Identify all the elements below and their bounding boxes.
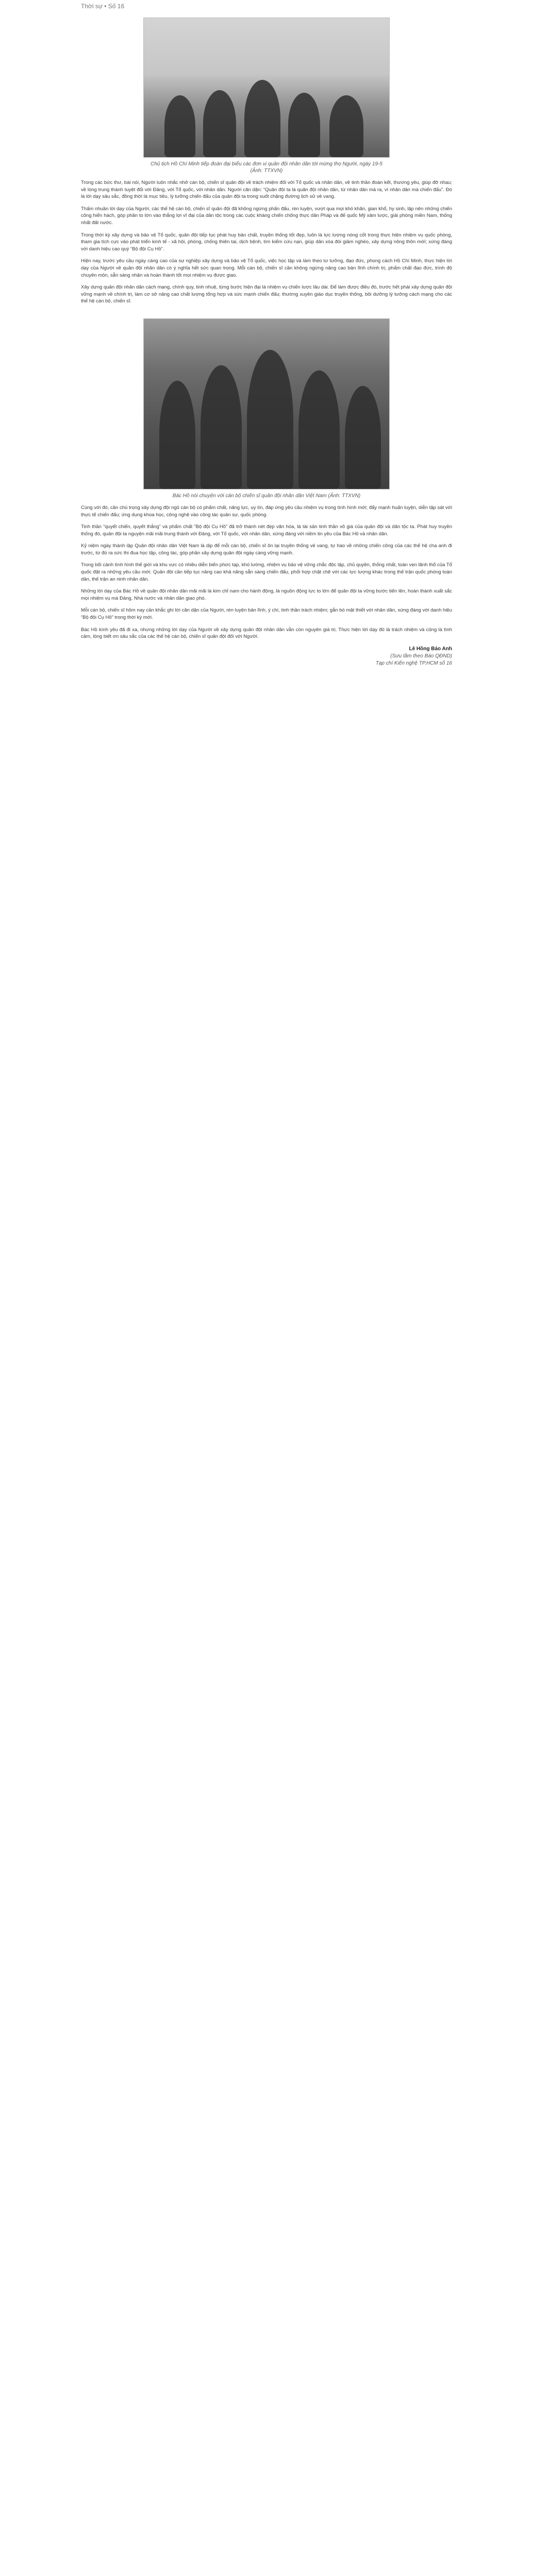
paragraph: Tinh thần “quyết chiến, quyết thắng” và phẩm chất “Bộ đội Cụ Hồ” đã trở thành nét đẹp văn hóa, là tài sản tinh thần vô giá của quân đội và dân tộc ta. Phát huy truyền thống đó, quân đội ta nguyện mãi mãi trung thành với Đảng, với Tổ quốc, với nhân dân, xứng đáng với niềm tin yêu của Bác Hồ và nhân dân. xyxy=(81,524,452,537)
paragraph: Cùng với đó, cần chú trọng xây dựng đội ngũ cán bộ có phẩm chất, năng lực, uy tín, đáp ứng yêu cầu nhiệm vụ trong tình hình mới; đẩy mạnh huấn luyện, diễn tập sát với thực tế chiến đấu; ứng dụng khoa học, công nghệ vào công tác quân sự, quốc phòng. xyxy=(81,504,452,518)
paragraph: Bác Hồ kính yêu đã đi xa, nhưng những lời dạy của Người về xây dựng quân đội nhân dân vẫn còn nguyên giá trị. Thực hiện lời dạy đó là trách nhiệm và cũng là tình cảm, lòng biết ơn sâu sắc của các thế hệ cán bộ, chiến sĩ quân đội đối với Người. xyxy=(81,626,452,640)
photo-caption-2: Bác Hồ nói chuyện với cán bộ chiến sĩ quân đội nhân dân Việt Nam (Ảnh: TTXVN) xyxy=(172,493,361,499)
publication-note: Tạp chí Kiến nghệ TP.HCM số 16 xyxy=(375,660,452,666)
breadcrumb[interactable]: Thời sự • Số 16 xyxy=(81,3,125,10)
historical-photo-1 xyxy=(143,18,390,158)
source-note: (Sưu tầm theo Báo QĐND) xyxy=(390,653,452,659)
historical-photo-2 xyxy=(143,318,390,489)
paragraph: Trong thời kỳ xây dựng và bảo vệ Tổ quốc, quân đội tiếp tục phát huy bản chất, truyền thống tốt đẹp, luôn là lực lượng nòng cốt trong thực hiện nhiệm vụ quốc phòng, tham gia tích cực vào phát triển kinh tế - xã hội, phòng, chống thiên tai, dịch bệnh, tìm kiếm cứu nạn, giúp dân xóa đói giảm nghèo, xây dựng nông thôn mới; xứng đáng với danh hiệu cao quý “Bộ đội Cụ Hồ”. xyxy=(81,232,452,252)
paragraph: Những lời dạy của Bác Hồ về quân đội nhân dân mãi mãi là kim chỉ nam cho hành động, là nguồn động lực to lớn để quân đội ta vững bước tiến lên, hoàn thành xuất sắc mọi nhiệm vụ mà Đảng, Nhà nước và nhân dân giao phó. xyxy=(81,588,452,601)
article-signature xyxy=(81,646,452,667)
paragraph: Mỗi cán bộ, chiến sĩ hôm nay cần khắc ghi lời căn dặn của Người, rèn luyện bản lĩnh, ý chí, tinh thần trách nhiệm; gắn bó mật thiết với nhân dân, xứng đáng với danh hiệu “Bộ đội Cụ Hồ” trong thời kỳ mới. xyxy=(81,607,452,621)
article-content xyxy=(81,0,452,667)
paragraph: Kỷ niệm ngày thành lập Quân đội nhân dân Việt Nam là dịp để mỗi cán bộ, chiến sĩ ôn lại truyền thống vẻ vang, tự hào về những chiến công của các thế hệ cha anh đi trước, từ đó ra sức thi đua học tập, công tác, góp phần xây dựng quân đội ngày càng vững mạnh. xyxy=(81,543,452,556)
photo-caption-1: Chủ tịch Hồ Chí Minh tiếp đoàn đại biểu các đơn vị quân đội nhân dân tới mừng thọ Người, ngày 19-5 (Ảnh: TTXVN) xyxy=(151,161,382,174)
paragraph: Xây dựng quân đội nhân dân cách mạng, chính quy, tinh nhuệ, từng bước hiện đại là nhiệm vụ chiến lược lâu dài. Để làm được điều đó, trước hết phải xây dựng quân đội vững mạnh về chính trị, làm cơ sở nâng cao chất lượng tổng hợp và sức mạnh chiến đấu; thường xuyên giáo dục truyền thống, bồi dưỡng lý tưởng cách mạng cho các thế hệ cán bộ, chiến sĩ. xyxy=(81,284,452,304)
paragraph: Hiện nay, trước yêu cầu ngày càng cao của sự nghiệp xây dựng và bảo vệ Tổ quốc, việc học tập và làm theo tư tưởng, đạo đức, phong cách Hồ Chí Minh, thực hiện lời dạy của Người về quân đội nhân dân có ý nghĩa hết sức quan trọng. Mỗi cán bộ, chiến sĩ cần không ngừng nâng cao bản lĩnh chính trị, phẩm chất đạo đức, trình độ chuyên môn, sẵn sàng nhận và hoàn thành tốt mọi nhiệm vụ được giao. xyxy=(81,258,452,278)
author-name: Lê Hồng Bảo Anh xyxy=(409,646,452,652)
paragraph: Trong các bức thư, bài nói, Người luôn nhắc nhở cán bộ, chiến sĩ quân đội về trách nhiệm đối với Tổ quốc và nhân dân, về tinh thần đoàn kết, thương yêu, giúp đỡ nhau; về lòng trung thành tuyệt đối với Đảng, với Tổ quốc, với nhân dân. Người căn dặn: “Quân đội ta là quân đội nhân dân, từ nhân dân mà ra, vì nhân dân mà chiến đấu”. Đó là lời dạy sâu sắc, đồng thời là mục tiêu, lý tưởng chiến đấu của quân đội ta trong suốt chặng đường lịch sử vẻ vang. xyxy=(81,180,452,200)
paragraph: Trong bối cảnh tình hình thế giới và khu vực có nhiều diễn biến phức tạp, khó lường, nhiệm vụ bảo vệ vững chắc độc lập, chủ quyền, thống nhất, toàn vẹn lãnh thổ của Tổ quốc đặt ra những yêu cầu mới. Quân đội cần tiếp tục nâng cao khả năng sẵn sàng chiến đấu, phối hợp chặt chẽ với các lực lượng khác trong thế trận quốc phòng toàn dân, thế trận an ninh nhân dân. xyxy=(81,562,452,582)
paragraph: Thấm nhuần lời dạy của Người, các thế hệ cán bộ, chiến sĩ quân đội đã không ngừng phấn đấu, rèn luyện, vượt qua mọi khó khăn, gian khổ, hy sinh, lập nên những chiến công hiển hách, góp phần to lớn vào thắng lợi vĩ đại của dân tộc trong các cuộc kháng chiến chống thực dân Pháp và đế quốc Mỹ xâm lược, giải phóng miền Nam, thống nhất đất nước. xyxy=(81,206,452,226)
